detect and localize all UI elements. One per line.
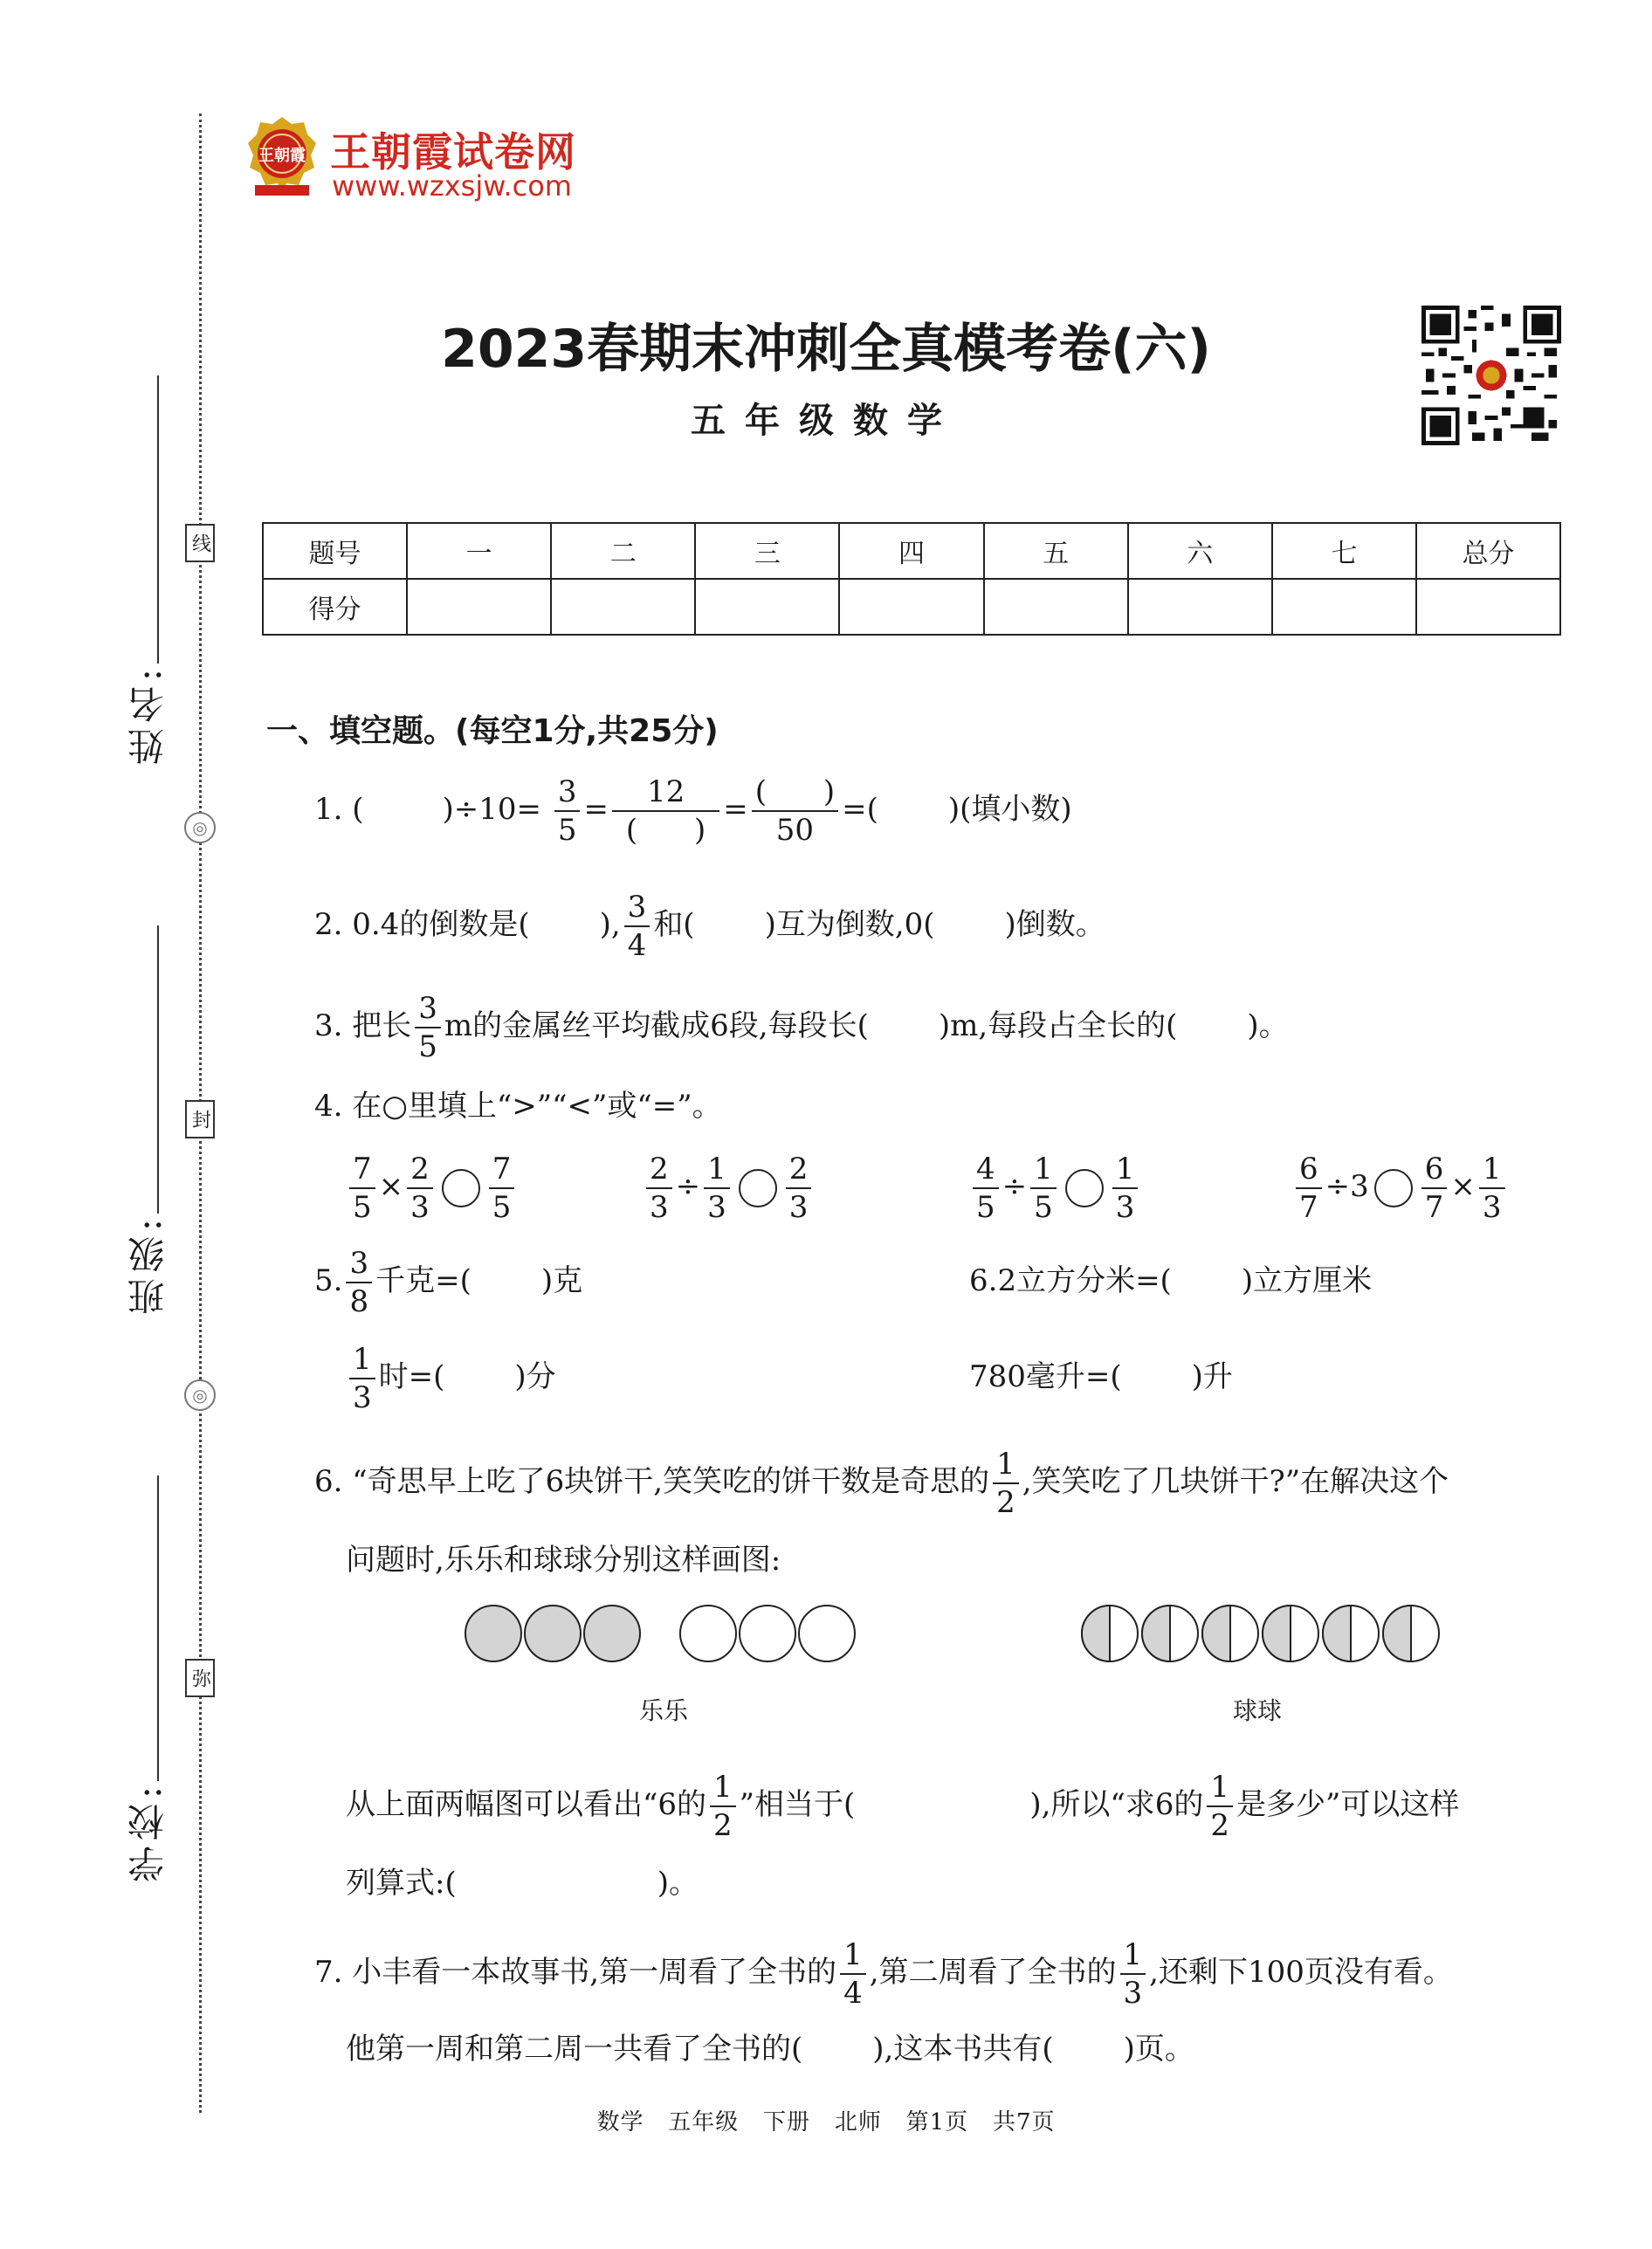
qiuqiu-circles-figure [1079, 1603, 1446, 1664]
section-heading: 一、填空题。(每空1分,共25分) [266, 713, 719, 749]
empty-circle [740, 1606, 795, 1661]
spiral-icon: ◎ [184, 812, 216, 843]
q5-item-c: $\frac{1}{3}$ 时=( )分 [346, 1345, 556, 1413]
class-line [157, 925, 159, 1214]
score-cell[interactable] [984, 579, 1128, 635]
q3-text-a: 3. 把长 [314, 1008, 412, 1043]
seal-char-line: 线 [185, 524, 215, 562]
question-7: 7. 小丰看一本故事书,第一周看了全书的 $\frac{1}{4}$ ,第二周看了全书的 $\frac{1}{3}$ ,还剩下100页没有看。 [314, 1937, 1453, 2011]
half-circle [1202, 1606, 1258, 1661]
q4-item-4: $\frac{6}{7}$ ÷3 $\frac{6}{7}$ × $\frac{1}{3}$ [1292, 1154, 1509, 1222]
score-header-cell: 题号 [263, 523, 407, 579]
page-title: 2023春期末冲刺全真模考卷(六) [441, 319, 1211, 380]
q6-line-4: 列算式:( )。 [346, 1866, 699, 1901]
question-6: 6. “奇思早上吃了6块饼干,笑笑吃的饼干数是奇思的 $\frac{1}{2}$ ,笑笑吃了几块饼干?”在解决这个 [314, 1447, 1449, 1520]
score-row [263, 579, 1560, 635]
seal-char-close: 弥 [185, 1659, 215, 1697]
score-header-row [263, 523, 1560, 579]
q1-fraction-c: $\frac{( )}{50}$ [752, 777, 838, 845]
q3-text-c: )m,每段占全长的( [938, 1008, 1178, 1043]
half-circle [1383, 1606, 1439, 1661]
q2-text-d: )互为倒数,0( [764, 907, 935, 942]
qr-code-icon[interactable] [1421, 306, 1561, 445]
lele-caption: 乐乐 [639, 1696, 689, 1725]
compare-circle[interactable] [1065, 1169, 1104, 1207]
qiuqiu-caption: 球球 [1233, 1696, 1283, 1725]
score-header-cell: 七 [1272, 523, 1416, 579]
q6-line-3: 从上面两幅图可以看出“6的 $\frac{1}{2}$ ”相当于( ),所以“求6的 $\frac{1}{2}$ 是多少”可以这样 [346, 1770, 1460, 1843]
q3-fraction: $\frac{3}{5}$ [415, 994, 441, 1062]
q2-text-b: ), [599, 907, 621, 942]
shaded-circle [584, 1606, 640, 1661]
compare-circle[interactable] [739, 1169, 777, 1207]
q1-fraction-b: $\frac{12}{( )}$ [612, 777, 719, 845]
score-header-cell: 五 [984, 523, 1128, 579]
class-label: 班级: [127, 1214, 169, 1316]
compare-circle[interactable] [1374, 1169, 1413, 1207]
school-label: 学校: [127, 1781, 169, 1883]
q5-item-b: 6.2立方分米=( )立方厘米 [969, 1263, 1373, 1298]
page-subtitle: 五年级数学 [691, 401, 961, 441]
q5-item-d: 780毫升=( )升 [969, 1359, 1233, 1394]
score-cell[interactable] [1272, 579, 1416, 635]
q1-suffix-b: )(填小数) [947, 792, 1072, 827]
shaded-circle [465, 1606, 521, 1661]
score-cell[interactable] [1416, 579, 1560, 635]
page-footer: 数学 五年级 下册 北师 第1页 共7页 [596, 2109, 1056, 2136]
score-cell[interactable] [407, 579, 551, 635]
score-table [262, 522, 1561, 636]
half-circle [1082, 1606, 1138, 1661]
shaded-circle [525, 1606, 581, 1661]
q5-item-a: 5. $\frac{3}{8}$ 千克=( )克 [314, 1246, 583, 1319]
q3-text-d: )。 [1247, 1008, 1289, 1043]
empty-circle [680, 1606, 736, 1661]
question-3 [314, 991, 1289, 1064]
seal-char-seal: 封 [185, 1100, 215, 1138]
logo-badge-icon [246, 115, 318, 199]
q2-fraction: $\frac{3}{4}$ [624, 892, 650, 960]
score-header-cell: 四 [839, 523, 983, 579]
q7-line-2: 他第一周和第二周一共看了全书的( ),这本书共有( )页。 [346, 2032, 1194, 2067]
name-label: 姓名: [127, 664, 169, 766]
spiral-icon: ◎ [184, 1379, 216, 1411]
score-cell[interactable] [695, 579, 839, 635]
q1-fraction-a: $\frac{3}{5}$ [554, 777, 581, 845]
logo-title: 王朝霞试卷网 [330, 128, 576, 175]
half-circle [1142, 1606, 1198, 1661]
score-header-cell: 二 [551, 523, 695, 579]
empty-circle [799, 1606, 855, 1661]
school-line [157, 1475, 159, 1781]
score-cell[interactable] [551, 579, 695, 635]
q3-text-b: m的金属丝平均截成6段,每段长( [444, 1008, 869, 1043]
score-header-cell: 三 [695, 523, 839, 579]
score-header-cell: 六 [1128, 523, 1272, 579]
question-1: 1. ( )÷10= $\frac{3}{5}$ = $\frac{12}{( )}$ = $\frac{( )}{50}$ =( )(填小数) [314, 774, 1072, 848]
lele-circles-figure [463, 1603, 873, 1664]
score-row-label: 得分 [263, 579, 407, 635]
q1-div: )÷10= [442, 792, 542, 827]
logo-url[interactable]: www.wzxsjw.com [332, 169, 572, 203]
question-4: 4. 在○里填上“>”“<”或“=”。 [314, 1089, 722, 1124]
question-2 [314, 890, 1105, 963]
q6-line-2: 问题时,乐乐和球球分别这样画图: [346, 1543, 781, 1578]
half-circle [1263, 1606, 1318, 1661]
half-circle [1323, 1606, 1379, 1661]
q4-item-3: $\frac{4}{5}$ ÷ $\frac{1}{5}$ $\frac{1}{3}$ [969, 1154, 1141, 1222]
q1-suffix-a: =( [842, 792, 878, 827]
compare-circle[interactable] [442, 1169, 480, 1207]
score-cell[interactable] [1128, 579, 1272, 635]
score-header-cell: 总分 [1416, 523, 1560, 579]
q4-item-2: $\frac{2}{3}$ ÷ $\frac{1}{3}$ $\frac{2}{3}$ [643, 1154, 815, 1222]
q2-text-e: )倒数。 [1004, 907, 1105, 942]
logo-badge-text: 王朝霞 [258, 147, 306, 165]
q1-prefix: 1. ( [314, 792, 364, 827]
score-header-cell: 一 [407, 523, 551, 579]
q2-text-c: 和( [653, 907, 695, 942]
q4-item-1: $\frac{7}{5}$ × $\frac{2}{3}$ $\frac{7}{5}$ [346, 1154, 518, 1222]
q2-text-a: 2. 0.4的倒数是( [314, 907, 530, 942]
score-cell[interactable] [839, 579, 983, 635]
